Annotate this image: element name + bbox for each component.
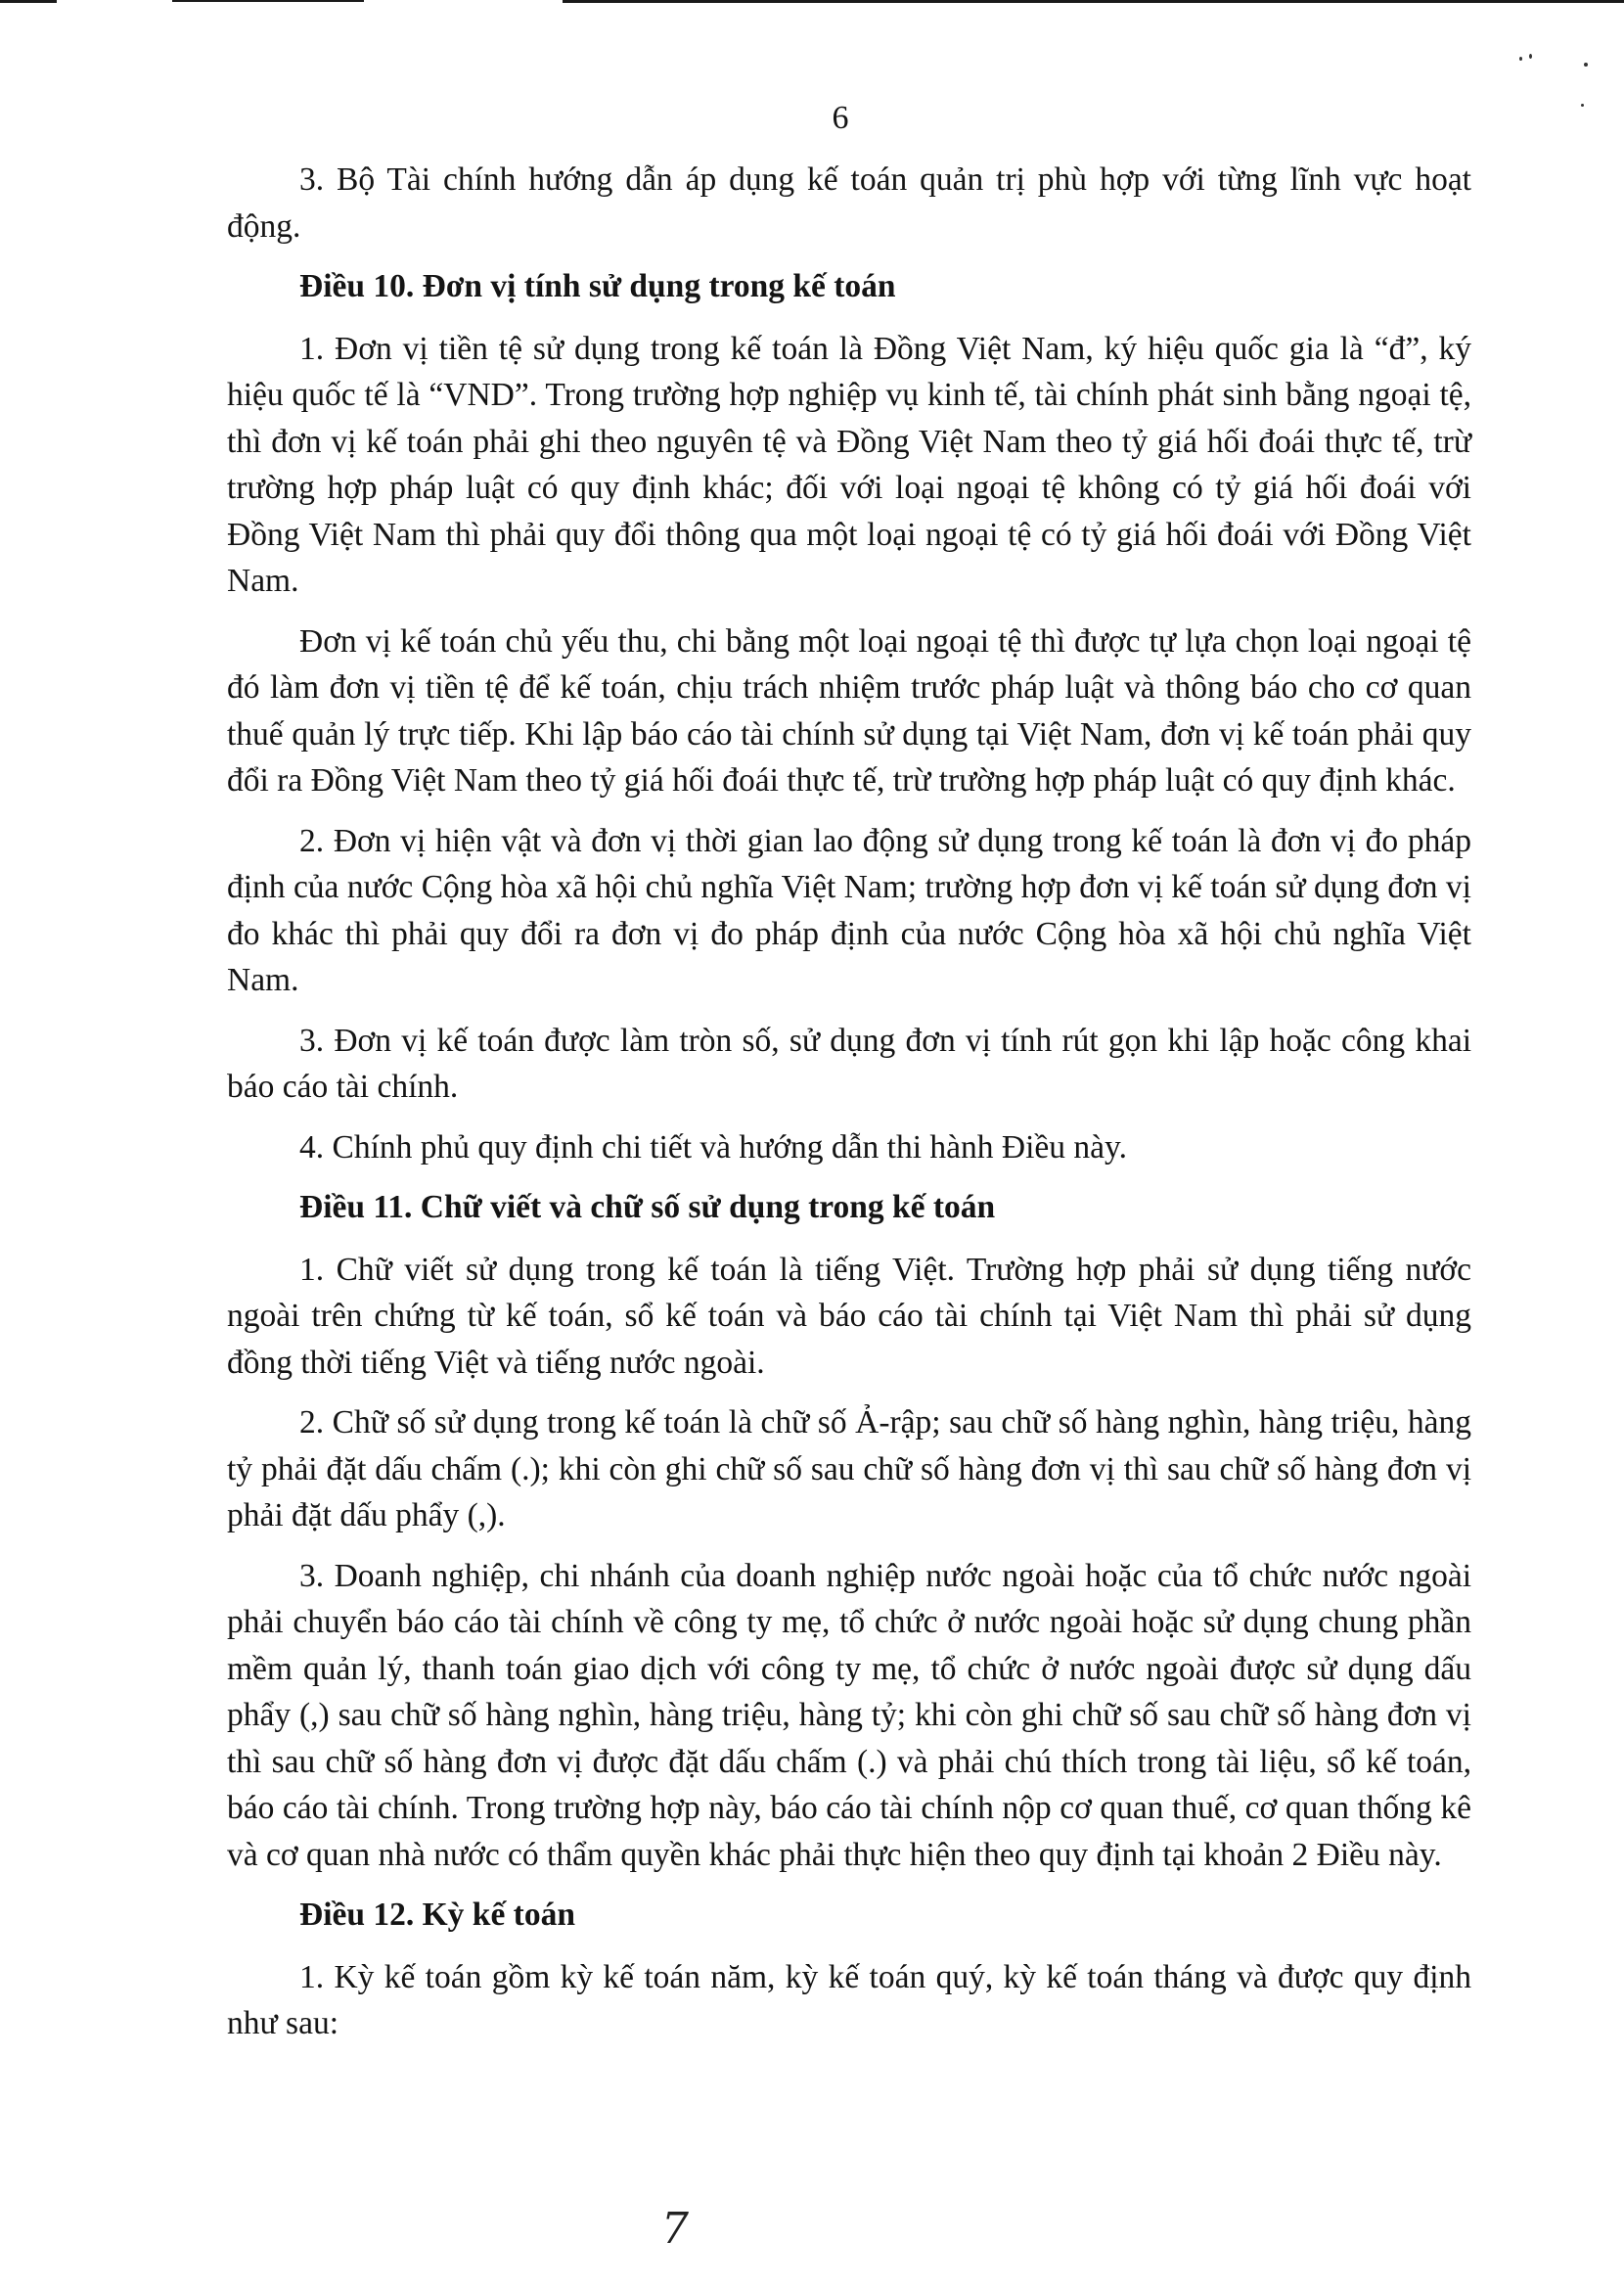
paragraph: 1. Chữ viết sử dụng trong kế toán là tiếng Việt. Trường hợp phải sử dụng tiếng nước ngoài trên chứng từ kế toán, sổ kế toán và báo cáo tài chính tại Việt Nam thì phải sử dụng đồng thời tiếng Việt và tiếng nước ngoài.	[227, 1251, 1471, 1381]
paragraph: Đơn vị kế toán chủ yếu thu, chi bằng một loại ngoại tệ thì được tự lựa chọn loại ngoại tệ đó làm đơn vị tiền tệ để kế toán, chịu trách nhiệm trước pháp luật và thông báo cho cơ quan thuế quản lý trực tiếp. Khi lập báo cáo tài chính sử dụng tại Việt Nam, đơn vị kế toán phải quy đổi ra Đồng Việt Nam theo tỷ giá hối đoái thực tế, trừ trường hợp pháp luật có quy định khác.	[227, 622, 1471, 799]
paragraph: 1. Đơn vị tiền tệ sử dụng trong kế toán là Đồng Việt Nam, ký hiệu quốc gia là “đ”, ký hiệu quốc tế là “VND”. Trong trường hợp nghiệp vụ kinh tế, tài chính phát sinh bằng ngoại tệ, thì đơn vị kế toán phải ghi theo nguyên tệ và Đồng Việt Nam theo tỷ giá hối đoái thực tế, trừ trường hợp pháp luật có quy định khác; đối với loại ngoại tệ không có tỷ giá hối đoái với Đồng Việt Nam thì phải quy đổi thông qua một loại ngoại tệ có tỷ giá hối đoái với Đồng Việt Nam.	[227, 330, 1471, 599]
article-heading: Điều 10. Đơn vị tính sử dụng trong kế toán	[299, 268, 896, 304]
paragraph: 2. Chữ số sử dụng trong kế toán là chữ số Ả-rập; sau chữ số hàng nghìn, hàng triệu, hàng tỷ phải đặt dấu chấm (.); khi còn ghi chữ số sau chữ số hàng đơn vị thì sau chữ số hàng đơn vị phải đặt dấu phẩy (,).	[227, 1404, 1471, 1533]
document-body	[227, 157, 1471, 2061]
paragraph: 3. Doanh nghiệp, chi nhánh của doanh nghiệp nước ngoài hoặc của tổ chức nước ngoài phải chuyển báo cáo tài chính về công ty mẹ, tổ chức ở nước ngoài hoặc sử dụng chung phần mềm quản lý, thanh toán giao dịch với công ty mẹ, tổ chức ở nước ngoài được sử dụng dấu phẩy (,) sau chữ số hàng nghìn, hàng triệu, hàng tỷ; khi còn ghi chữ số sau chữ số hàng đơn vị thì sau chữ số hàng đơn vị được đặt dấu chấm (.) và phải chú thích trong tài liệu, sổ kế toán, báo cáo tài chính. Trong trường hợp này, báo cáo tài chính nộp cơ quan thuế, cơ quan thống kê và cơ quan nhà nước có thẩm quyền khác phải thực hiện theo quy định tại khoản 2 Điều này.	[227, 1557, 1471, 1873]
paragraph: 2. Đơn vị hiện vật và đơn vị thời gian lao động sử dụng trong kế toán là đơn vị đo pháp định của nước Cộng hòa xã hội chủ nghĩa Việt Nam; trường hợp đơn vị kế toán sử dụng đơn vị đo khác thì phải quy đổi ra đơn vị đo pháp định của nước Cộng hòa xã hội chủ nghĩa Việt Nam.	[227, 822, 1471, 998]
paragraph: 3. Bộ Tài chính hướng dẫn áp dụng kế toán quản trị phù hợp với từng lĩnh vực hoạt động.	[227, 161, 1471, 245]
page-number: 6	[832, 100, 849, 136]
paragraph: 4. Chính phủ quy định chi tiết và hướng dẫn thi hành Điều này.	[299, 1128, 1127, 1166]
scan-top-rule-left	[0, 0, 57, 3]
scan-top-rule-middle	[172, 0, 364, 2]
paragraph: 3. Đơn vị kế toán được làm tròn số, sử dụng đơn vị tính rút gọn khi lập hoặc công khai báo cáo tài chính.	[227, 1022, 1471, 1105]
article-heading: Điều 11. Chữ viết và chữ số sử dụng trong kế toán	[299, 1189, 996, 1225]
handwritten-page-mark: 7	[661, 2204, 689, 2254]
article-heading: Điều 12. Kỳ kế toán	[299, 1897, 575, 1933]
scan-top-rule-right	[563, 0, 1624, 3]
scan-speck	[1519, 57, 1522, 61]
paragraph: 1. Kỳ kế toán gồm kỳ kế toán năm, kỳ kế toán quý, kỳ kế toán tháng và được quy định như sau:	[227, 1958, 1471, 2041]
scan-speck	[1584, 63, 1588, 67]
scan-speck	[1529, 54, 1532, 59]
